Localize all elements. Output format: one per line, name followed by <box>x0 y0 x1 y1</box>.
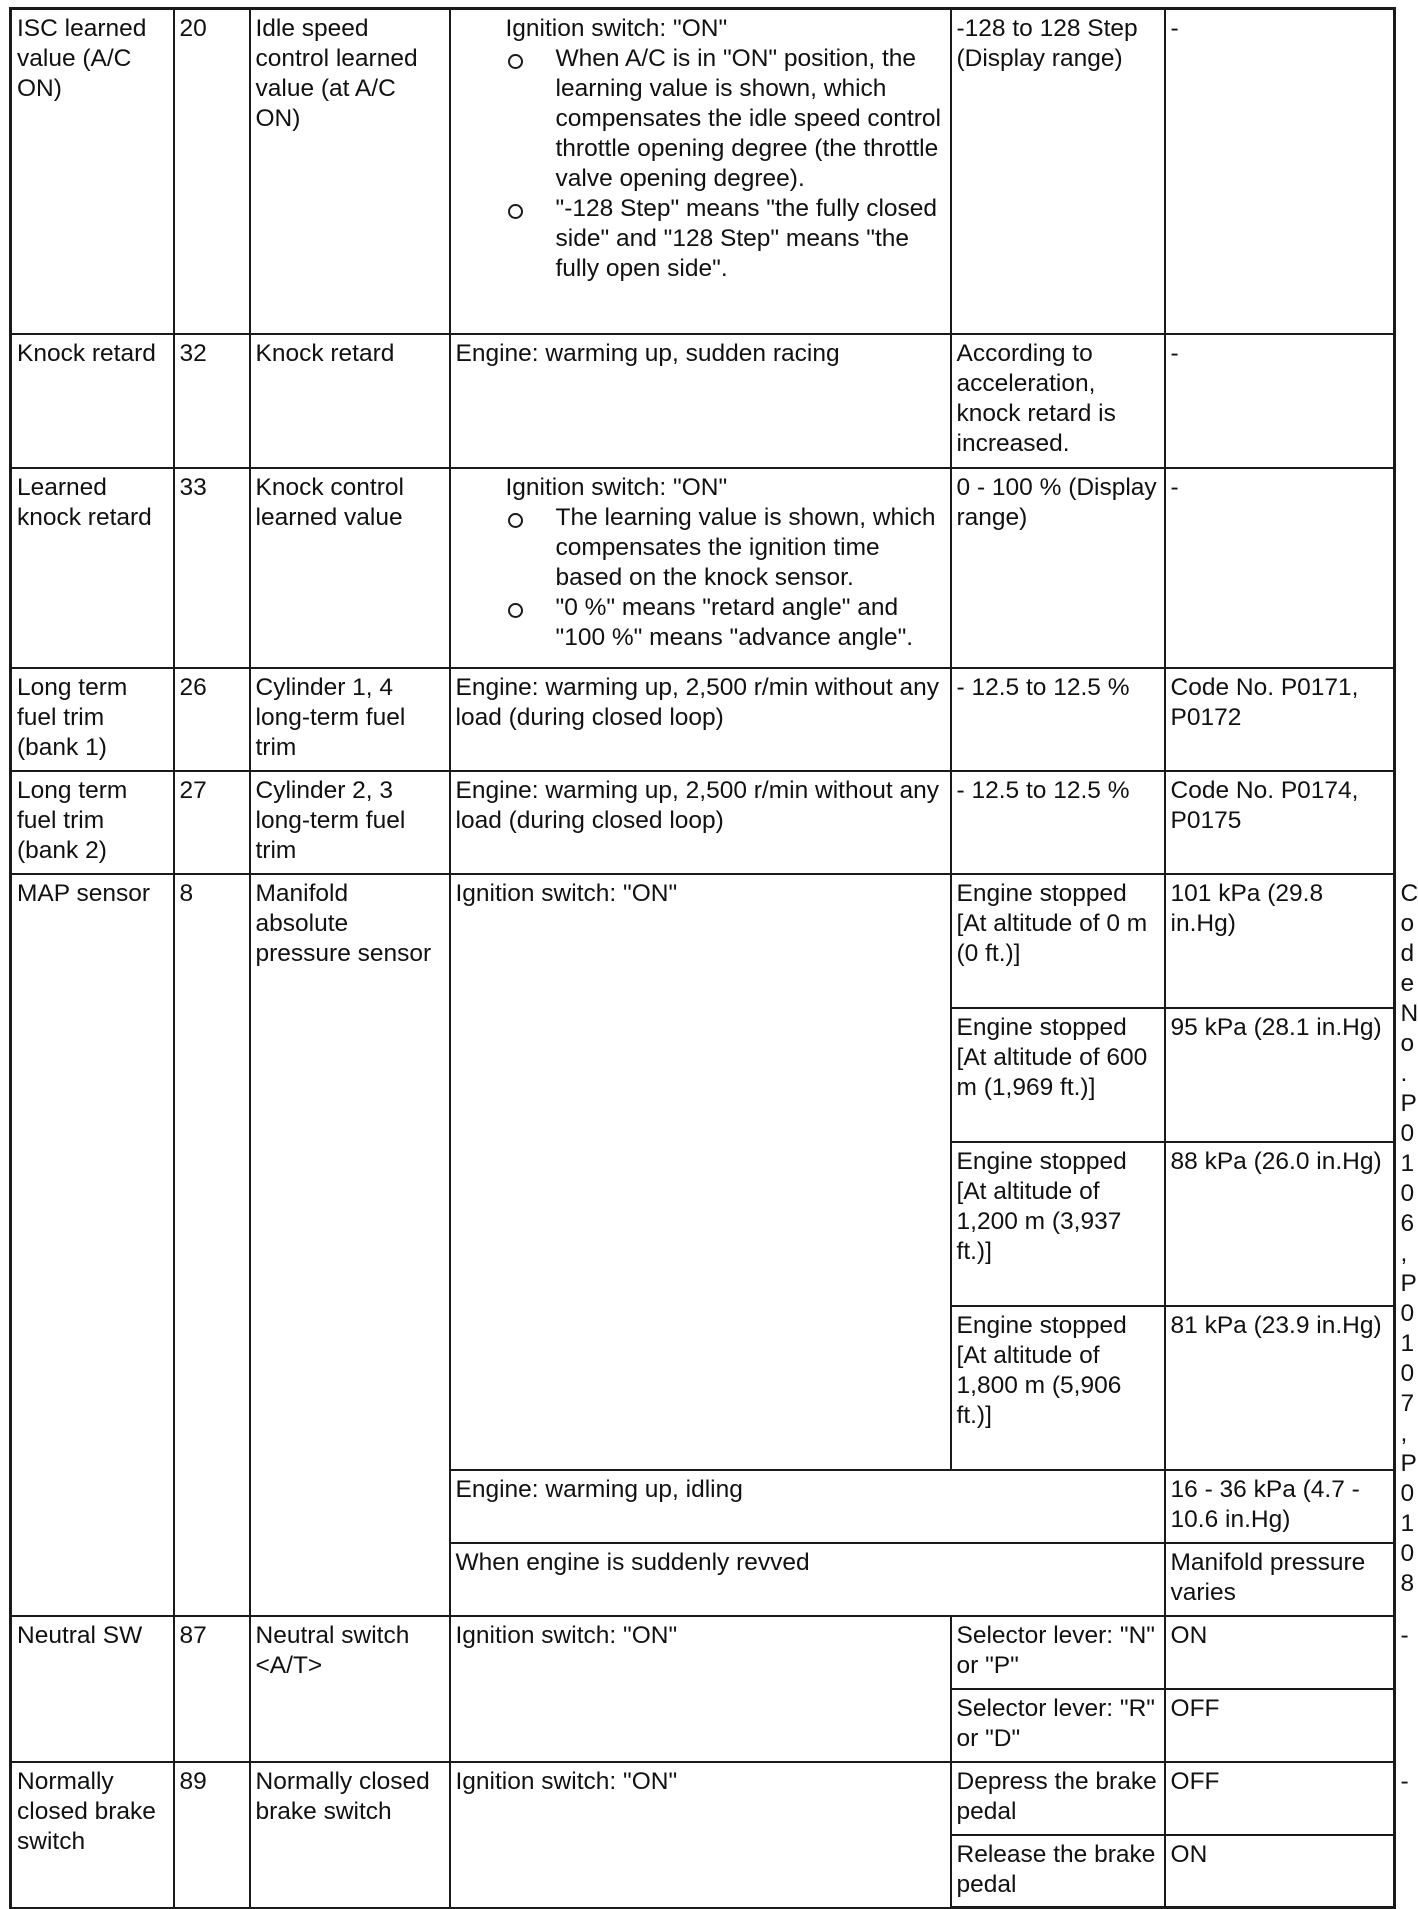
condition-cell: Ignition switch: "ON" <box>450 874 951 1470</box>
item-cell: Normally closed brake switch <box>11 1762 174 1908</box>
condition-heading: Ignition switch: "ON" <box>505 15 728 42</box>
item-cell: Long term fuel trim (bank 2) <box>11 771 174 874</box>
condition-cell <box>450 468 951 668</box>
number-cell: 33 <box>174 468 250 668</box>
table-row <box>11 668 1395 771</box>
number-cell: 26 <box>174 668 250 771</box>
spec-cell: ON <box>1165 1835 1395 1908</box>
description-cell: Manifold absolute pressure sensor <box>250 874 450 1616</box>
spec-cell: ON <box>1165 1616 1395 1689</box>
condition-cell: Ignition switch: "ON" <box>450 1616 951 1762</box>
sub-condition-cell: Selector lever: "N" or "P" <box>951 1616 1165 1689</box>
sub-condition-cell: Depress the brake pedal <box>951 1762 1165 1835</box>
reference-cell: Code No. P0174, P0175 <box>1165 771 1395 874</box>
list-item: When A/C is in "ON" position, the learning value is shown, which compensates the idle speed control throttle opening degree (the throttle valve opening degree). <box>508 44 945 194</box>
table-row: Normally closed brake switch 89 Normally closed brake switch Ignition switch: "ON" Depress the brake pedal OFF - <box>11 1762 1395 1835</box>
condition-cell: Engine: warming up, sudden racing <box>450 334 951 468</box>
table-row: MAP sensor 8 Manifold absolute pressure sensor Ignition switch: "ON" Engine stopped [At altitude of 0 m (0 ft.)] 101 kPa (29.8 in.Hg) Code No. P0106, P0107, P0108 <box>11 874 1395 1008</box>
condition-bullet-list <box>456 503 945 653</box>
sub-condition-cell: Release the brake pedal <box>951 1835 1165 1908</box>
condition-heading: Ignition switch: "ON" <box>505 473 728 501</box>
table-row <box>11 9 1395 334</box>
circle-bullet-icon <box>508 603 523 618</box>
sub-condition-cell: Engine stopped [At altitude of 0 m (0 ft.)] <box>951 874 1165 1008</box>
number-cell: 27 <box>174 771 250 874</box>
list-item: The learning value is shown, which compensates the ignition time based on the knock sensor. <box>508 503 945 593</box>
reference-cell: - <box>1165 9 1395 334</box>
circle-bullet-icon <box>508 513 523 528</box>
spec-cell: 88 kPa (26.0 in.Hg) <box>1165 1142 1395 1306</box>
spec-cell: -128 to 128 Step (Display range) <box>951 9 1165 334</box>
spec-cell: - 12.5 to 12.5 % <box>951 771 1165 874</box>
item-cell: Neutral SW <box>11 1616 174 1762</box>
description-cell: Cylinder 2, 3 long-term fuel trim <box>250 771 450 874</box>
description-cell: Knock retard <box>250 334 450 468</box>
item-cell: MAP sensor <box>11 874 174 1616</box>
spec-cell: - 12.5 to 12.5 % <box>951 668 1165 771</box>
sub-condition-cell: Engine stopped [At altitude of 1,200 m (3,937 ft.)] <box>951 1142 1165 1306</box>
description-cell: Idle speed control learned value (at A/C ON) <box>250 9 450 334</box>
condition-cell: Engine: warming up, idling <box>450 1470 1165 1543</box>
circle-bullet-icon <box>508 54 523 69</box>
description-cell: Neutral switch <A/T> <box>250 1616 450 1762</box>
spec-cell: According to acceleration, knock retard is increased. <box>951 334 1165 468</box>
number-cell: 87 <box>174 1616 250 1762</box>
number-cell: 8 <box>174 874 250 1616</box>
inspection-spec-table <box>9 7 1418 1909</box>
spec-cell: 101 kPa (29.8 in.Hg) <box>1165 874 1395 1008</box>
list-item: "0 %" means "retard angle" and "100 %" means "advance angle". <box>508 593 945 653</box>
spec-cell: 95 kPa (28.1 in.Hg) <box>1165 1008 1395 1142</box>
condition-cell: Ignition switch: "ON" <box>450 1762 951 1908</box>
spec-cell: 0 - 100 % (Display range) <box>951 468 1165 668</box>
sub-condition-cell: Selector lever: "R" or "D" <box>951 1689 1165 1762</box>
number-cell: 20 <box>174 9 250 334</box>
circle-bullet-icon <box>508 204 523 219</box>
sub-condition-cell: Engine stopped [At altitude of 1,800 m (5,906 ft.)] <box>951 1306 1165 1470</box>
spec-cell: OFF <box>1165 1689 1395 1762</box>
number-cell: 89 <box>174 1762 250 1908</box>
reference-cell: - <box>1165 468 1395 668</box>
sub-condition-cell: Engine stopped [At altitude of 600 m (1,969 ft.)] <box>951 1008 1165 1142</box>
number-cell: 32 <box>174 334 250 468</box>
spec-cell: OFF <box>1165 1762 1395 1835</box>
condition-cell: Engine: warming up, 2,500 r/min without any load (during closed loop) <box>450 771 951 874</box>
table-row: Neutral SW 87 Neutral switch <A/T> Ignition switch: "ON" Selector lever: "N" or "P" ON - <box>11 1616 1395 1689</box>
item-cell: Knock retard <box>11 334 174 468</box>
condition-cell <box>450 9 951 334</box>
item-cell: ISC learned value (A/C ON) <box>11 9 174 334</box>
spec-cell: 16 - 36 kPa (4.7 - 10.6 in.Hg) <box>1165 1470 1395 1543</box>
item-cell: Learned knock retard <box>11 468 174 668</box>
table-row <box>11 334 1395 468</box>
reference-cell: Code No. P0171, P0172 <box>1165 668 1395 771</box>
condition-bullet-list <box>456 44 945 284</box>
condition-cell: Engine: warming up, 2,500 r/min without any load (during closed loop) <box>450 668 951 771</box>
description-cell: Normally closed brake switch <box>250 1762 450 1908</box>
description-cell: Cylinder 1, 4 long-term fuel trim <box>250 668 450 771</box>
description-cell: Knock control learned value <box>250 468 450 668</box>
table-row <box>11 468 1395 668</box>
spec-cell: Manifold pressure varies <box>1165 1543 1395 1616</box>
reference-cell: - <box>1165 334 1395 468</box>
list-item: "-128 Step" means "the fully closed side" and "128 Step" means "the fully open side". <box>508 194 945 284</box>
item-cell: Long term fuel trim (bank 1) <box>11 668 174 771</box>
table-row <box>11 771 1395 874</box>
condition-cell: When engine is suddenly revved <box>450 1543 1165 1616</box>
spec-cell: 81 kPa (23.9 in.Hg) <box>1165 1306 1395 1470</box>
